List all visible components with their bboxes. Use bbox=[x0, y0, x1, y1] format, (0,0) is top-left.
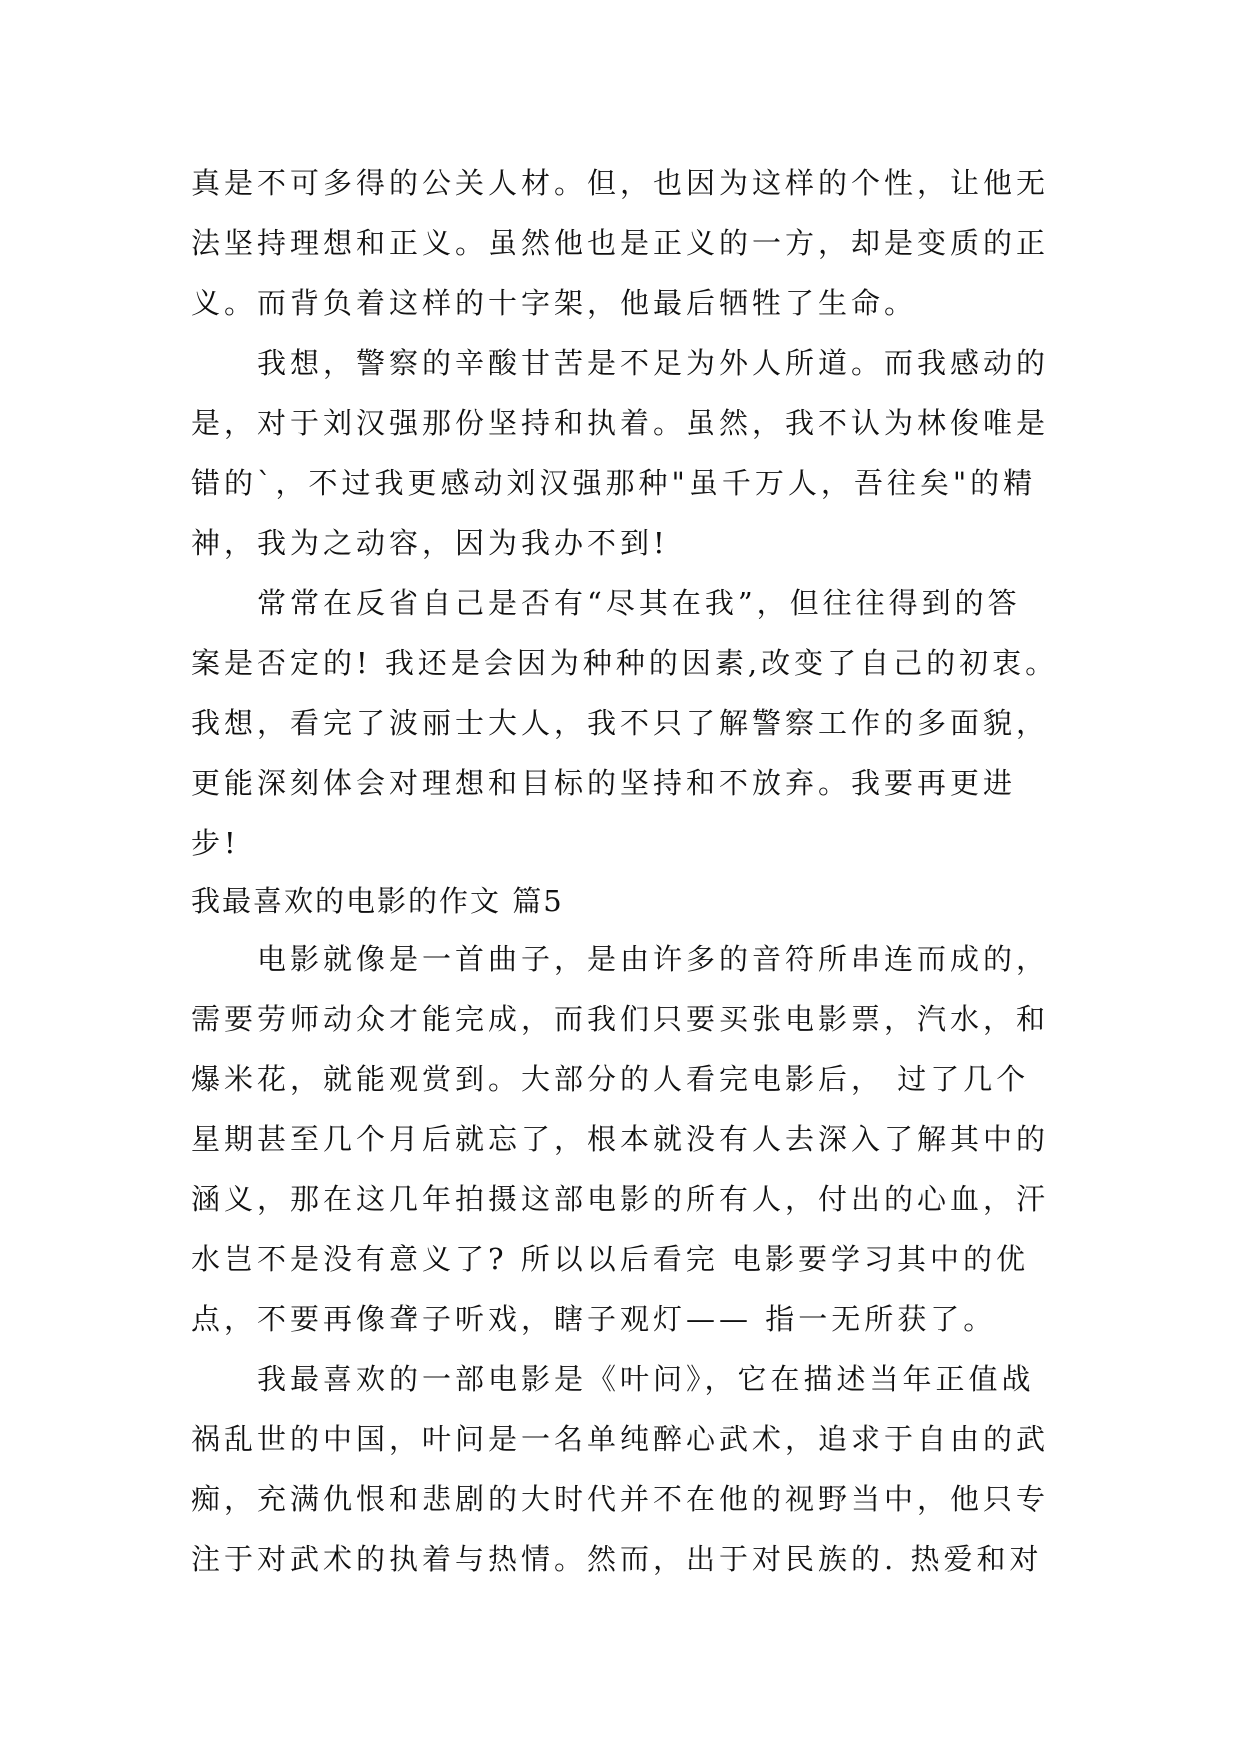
text-line: 电影就像是一首曲子，是由许多的音符所串连而成的， bbox=[191, 942, 1050, 976]
text-line: 我想，警察的辛酸甘苦是不足为外人所道。而我感动的 bbox=[191, 346, 1050, 380]
text-line: 我想，看完了波丽士大人，我不只了解警察工作的多面貌， bbox=[191, 706, 1050, 740]
section-heading: 我最喜欢的电影的作文 篇5 bbox=[191, 884, 564, 918]
text-line: 我最喜欢的一部电影是《叶问》，它在描述当年正值战 bbox=[191, 1362, 1035, 1396]
paragraph bbox=[191, 573, 1059, 873]
paragraph bbox=[191, 153, 1053, 333]
text-line: 需要劳师动众才能完成，而我们只要买张电影票，汽水，和 bbox=[191, 1002, 1050, 1036]
text-line: 真是不可多得的公关人材。但，也因为这样的个性，让他无 bbox=[191, 166, 1050, 200]
text-line: 是，对于刘汉强那份坚持和执着。虽然，我不认为林俊唯是 bbox=[191, 406, 1050, 440]
text-line: 星期甚至几个月后就忘了，根本就没有人去深入了解其中的 bbox=[191, 1122, 1050, 1156]
text-line: 义。而背负着这样的十字架，他最后牺牲了生命。 bbox=[191, 286, 918, 320]
text-line: 常常在反省自己是否有“尽其在我”，但往往得到的答 bbox=[191, 586, 1021, 620]
paragraph bbox=[191, 1349, 1053, 1589]
text-line: 痴，充满仇恨和悲剧的大时代并不在他的视野当中，他只专 bbox=[191, 1482, 1050, 1516]
paragraph bbox=[191, 333, 1053, 573]
paragraph bbox=[191, 929, 1053, 1349]
text-line: 法坚持理想和正义。虽然他也是正义的一方，却是变质的正 bbox=[191, 226, 1050, 260]
text-line: 错的`，不过我更感动刘汉强那种"虽千万人，吾往矣"的精 bbox=[191, 466, 1037, 500]
text-line: 注于对武术的执着与热情。然而，出于对民族的. 热爱和对 bbox=[191, 1542, 1043, 1576]
text-line: 神，我为之动容，因为我办不到! bbox=[191, 526, 669, 560]
text-line: 水岂不是没有意义了? 所以以后看完 电影要学习其中的优 bbox=[191, 1242, 1029, 1276]
text-line: 点，不要再像聋子听戏，瞎子观灯—— 指一无所获了。 bbox=[191, 1302, 997, 1336]
text-line: 案是否定的! 我还是会因为种种的因素,改变了自己的初衷。 bbox=[191, 646, 1059, 680]
text-line: 更能深刻体会对理想和目标的坚持和不放弃。我要再更进 bbox=[191, 766, 1017, 800]
text-line: 爆米花，就能观赏到。大部分的人看完电影后， 过了几个 bbox=[191, 1062, 1030, 1096]
document-body bbox=[191, 153, 1059, 1589]
text-line: 步! bbox=[191, 826, 240, 860]
text-line: 祸乱世的中国，叶问是一名单纯醉心武术，追求于自由的武 bbox=[191, 1422, 1050, 1456]
text-line: 涵义，那在这几年拍摄这部电影的所有人，付出的心血，汗 bbox=[191, 1182, 1050, 1216]
